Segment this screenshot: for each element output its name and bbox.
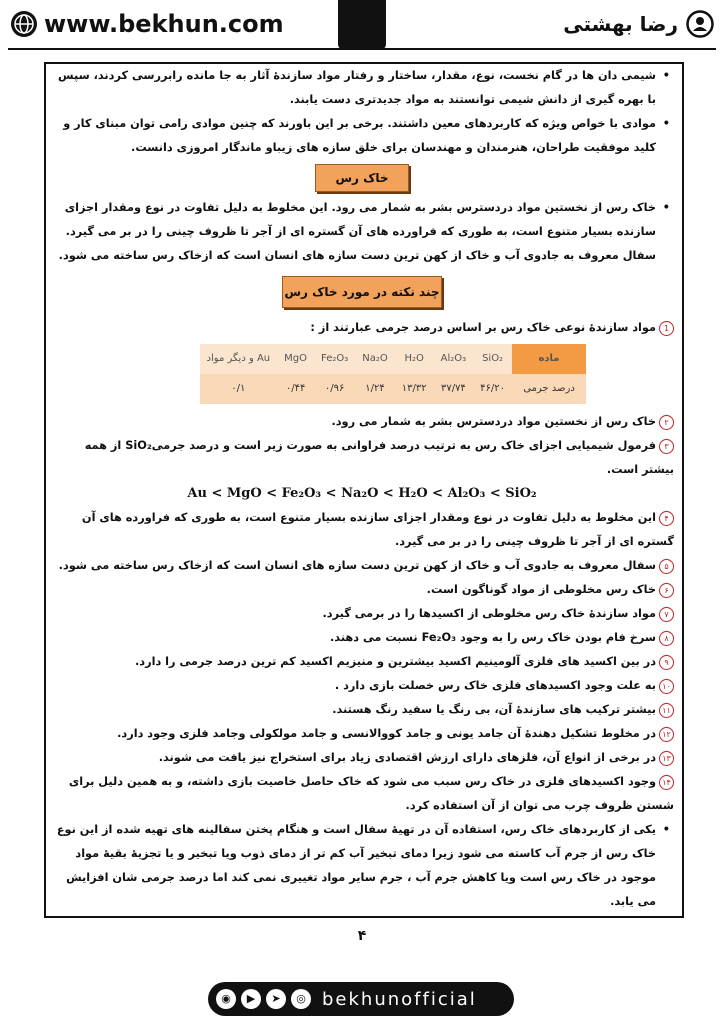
point: ۶خاک رس مخلوطی از مواد گوناگون است. (50, 578, 674, 602)
website[interactable] (10, 10, 284, 38)
point: ۱۲در مخلوط تشکیل دهندهٔ آن جامد یونی و جامد کووالانسی و جامد مولکولی وجامد فلزی وجود دارد. (50, 722, 674, 746)
point: ۴این مخلوط به دلیل تفاوت در نوع ومقدار اجزای سازنده بسیار متنوع است، به طوری که فراورده های آن گستره ای از آجر تا ظروف چینی را در بر می گیرد. (81, 511, 674, 548)
page-number: ۴ (357, 928, 367, 944)
point: ۹در بین اکسید های فلزی آلومینیم اکسید بیشترین و منیزیم اکسید کم ترین درصد جرمی را دارد. (50, 650, 674, 674)
point: ۱۴وجود اکسیدهای فلزی در خاک رس سبب می شود که خاک حاصل خاصیت بازی داشته، و به همین دلیل برای شستن ظروف چرب می توان از آن استفاده کرد. (68, 775, 674, 812)
point: ۸سرخ فام بودن خاک رس را به وجود Fe₂O₃ نسبت می دهند. (50, 626, 674, 650)
point-1: 1مواد سازندهٔ نوعی خاک رس بر اساس درصد جرمی عبارتند از : (50, 316, 674, 340)
globe-icon (10, 10, 38, 38)
table-cell: MgO (277, 344, 314, 374)
point: ۵سفال معروف به جادوی آب و خاک از کهن ترین دست سازه های انسان است که ازخاک رس ساخته می شود. (50, 554, 674, 578)
page-content (50, 64, 674, 914)
table-cell: ۰/۴۴ (277, 374, 314, 404)
site-url[interactable]: www.bekhun.com (44, 10, 284, 38)
header-divider (8, 48, 716, 50)
intro-paragraph: • موادی با خواص ویژه که کاربردهای معین داشتند. برخی بر این باورند که چنین موادی رامی توان مبنای کار و کلید موفقیت طراحان، هنرمندان و مهندسان برای خلق سازه های زیباو ماندگار امروزی دانست. (50, 112, 674, 160)
point: ۲خاک رس از نخستین مواد دردسترس بشر به شمار می رود. (50, 410, 674, 434)
table-row-label: درصد جرمی (512, 374, 586, 404)
table-cell: ۳۷/۷۴ (434, 374, 474, 404)
table-cell: ۱/۲۴ (355, 374, 395, 404)
table-cell: Au و دیگر مواد (200, 344, 278, 374)
point: ۱۰به علت وجود اکسیدهای فلزی خاک رس خصلت بازی دارد . (50, 674, 674, 698)
point: ۱۳در برخی از انواع آن، فلزهای دارای ارزش اقتصادی زیاد برای استخراج نیز یافت می شوند. (50, 746, 674, 770)
table-cell: ۰/۹۶ (314, 374, 355, 404)
social-handle[interactable]: bekhunofficial (322, 988, 477, 1010)
point-number: 1 (659, 321, 674, 336)
table-cell: Al₂O₃ (434, 344, 474, 374)
social-icon[interactable]: ◉ (216, 989, 236, 1009)
table-cell: ۰/۱ (200, 374, 278, 404)
author (563, 10, 714, 38)
table-row (200, 374, 586, 404)
brand-logo (338, 0, 386, 50)
author-name: رضا بهشتی (563, 12, 678, 36)
section-title: خاک رس (315, 164, 409, 192)
table-header-label: ماده (512, 344, 586, 374)
instagram-icon[interactable]: ◎ (291, 989, 311, 1009)
table-row (200, 344, 586, 374)
table-cell: ۱۳/۳۲ (395, 374, 434, 404)
table-cell: SiO₂ (473, 344, 512, 374)
point: ۷مواد سازندهٔ خاک رس مخلوطی از اکسیدها را در برمی گیرد. (50, 602, 674, 626)
points-title: چند نکته در مورد خاک رس (282, 276, 442, 308)
user-icon (686, 10, 714, 38)
telegram-icon[interactable]: ➤ (266, 989, 286, 1009)
point: ۳فرمول شیمیایی اجزای خاک رس به ترتیب درصد فراوانی به صورت زیر است و درصد جرمیSiO₂ از همه بیشتر است. (84, 439, 674, 476)
table-cell: H₂O (395, 344, 434, 374)
composition-table (200, 344, 586, 404)
intro-paragraph: • شیمی دان ها در گام نخست، نوع، مقدار، ساختار و رفتار مواد سازندهٔ آثار به جا مانده رابررسی کردند، سپس با بهره گیری از دانش شیمی توانستند به مواد جدیدتری دست یابند. (50, 64, 674, 112)
youtube-icon[interactable]: ▶ (241, 989, 261, 1009)
page-header (0, 0, 724, 52)
point: ۱۱بیشتر ترکیب های سازندهٔ آن، بی رنگ یا سفید رنگ هستند. (50, 698, 674, 722)
table-cell: ۴۶/۲۰ (473, 374, 512, 404)
formula: Au < MgO < Fe₂O₃ < Na₂O < H₂O < Al₂O₃ < SiO₂ (187, 486, 537, 501)
social-footer (208, 982, 514, 1016)
table-cell: Fe₂O₃ (314, 344, 355, 374)
clay-paragraph: • خاک رس از نخستین مواد دردسترس بشر به شمار می رود. این مخلوط به دلیل تفاوت در نوع ومقدار اجزای سازنده بسیار متنوع است، به طوری که فراورده های آن گستره ای از آجر تا ظروف چینی را در بر می گیرد. سفال معروف به جادوی آب و خاک از کهن ترین دست سازه های انسان است که ازخاک رس ساخته می شود. (50, 196, 674, 268)
usage-paragraph: • یکی از کاربردهای خاک رس، استفاده آن در تهیهٔ سفال است و هنگام پختن سفالینه های تهیه شده از این نوع خاک رس از جرم آب کاسته می شود زیرا دمای تبخیر آب کم تر از دمای ذوب ویا تبخیر و یا تجزیهٔ بقیهٔ مواد موجود در خاک رس است ویا کاهش جرم آب ، جرم سایر مواد تغییری نمی کند اما درصد جرمی شان افزایش می یابد. (50, 818, 674, 914)
table-cell: Na₂O (355, 344, 395, 374)
